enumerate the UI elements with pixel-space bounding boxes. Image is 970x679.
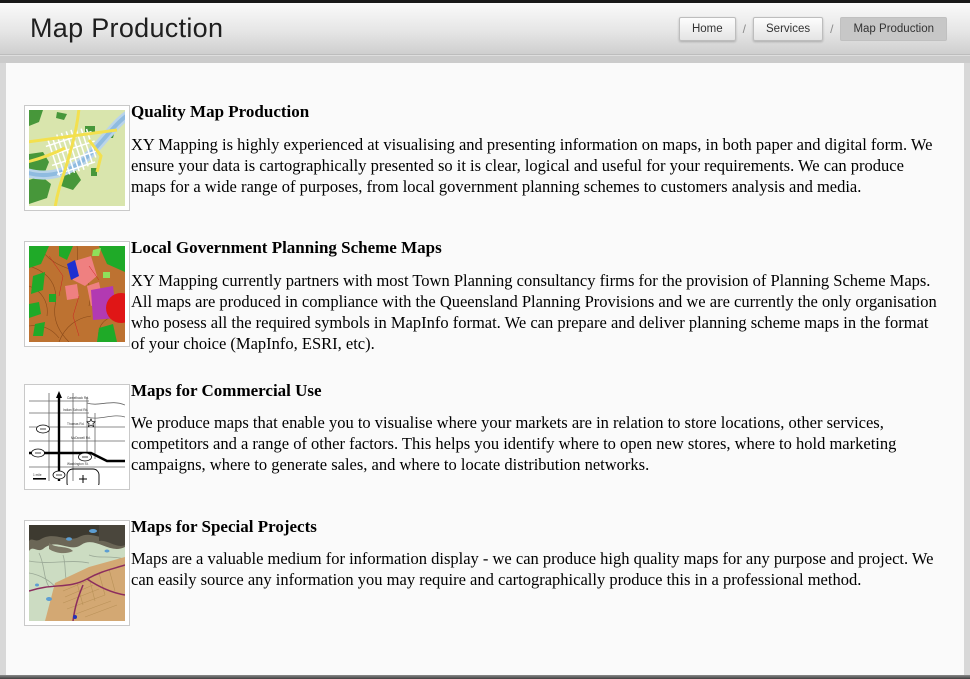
breadcrumb-separator: / — [830, 21, 834, 36]
thumbnail-frame — [24, 241, 130, 347]
section-body: Maps are a valuable medium for information display - we can produce high quality maps for any purpose and project. We can easily source any information you may require and cartographically produce this in a professional method. — [131, 549, 934, 590]
breadcrumb-home[interactable]: Home — [679, 17, 736, 41]
bw-road-map-thumbnail — [29, 389, 125, 485]
main-content — [6, 63, 964, 675]
map-road-label: Camelback Rd. — [67, 395, 89, 400]
thumbnail-frame — [24, 384, 130, 490]
section-quality-map-production — [24, 102, 940, 211]
breadcrumb-separator: / — [742, 21, 746, 36]
section-text — [130, 516, 940, 591]
bottom-bar — [0, 675, 970, 679]
page-title: Map Production — [30, 13, 224, 43]
section-planning-scheme-maps — [24, 238, 940, 354]
section-maps-special-projects — [24, 516, 940, 626]
breadcrumb-map-production-active[interactable]: Map Production — [840, 17, 947, 41]
section-text — [130, 102, 940, 197]
site-header — [0, 3, 970, 55]
section-body: We produce maps that enable you to visualise where your markets are in relation to store locations, other services, competitors and a range of other factors. This helps you identify where to open new stores, where to hold marketing campaigns, where to generate sales, and where to locate distribution networks. — [131, 413, 897, 475]
map-road-label: McDowell Rd. — [71, 435, 91, 440]
map-road-label: Indian School Rd. — [63, 407, 89, 412]
map-road-label: Washington St. — [67, 461, 89, 466]
section-heading: Quality Map Production — [131, 102, 310, 121]
section-text — [130, 380, 940, 476]
breadcrumb — [679, 17, 947, 41]
section-heading: Maps for Special Projects — [131, 516, 317, 536]
section-heading: Local Government Planning Scheme Maps — [131, 238, 442, 257]
thumbnail-frame — [24, 105, 130, 211]
map-scale-label: 1 mile — [33, 472, 42, 477]
section-maps-commercial-use — [24, 380, 940, 490]
terrain-map-thumbnail — [29, 525, 125, 621]
section-body: XY Mapping currently partners with most Town Planning consultancy firms for the provision of Planning Scheme Maps. All maps are produced in compliance with the Queensland Planning Provisions and we are currently the only organisation who posess all the required symbols in MapInfo format. We can prepare and deliver planning scheme maps in the format of your choice (MapInfo, ESRI, etc). — [131, 270, 937, 353]
section-body: XY Mapping is highly experienced at visualising and presenting information on maps, in both paper and digital form. We ensure your data is cartographically presented so it is clear, logical and useful for your requirements. We can produce maps for a wide range of purposes, from local government planning schemes to customers analysis and media. — [131, 134, 933, 196]
section-text — [130, 238, 940, 354]
thumbnail-frame — [24, 520, 130, 626]
header-divider-strip — [0, 55, 970, 63]
zoning-map-thumbnail — [29, 246, 125, 342]
map-road-label: Thomas Rd. — [67, 421, 85, 426]
street-map-thumbnail — [29, 110, 125, 206]
scale-bar — [33, 478, 46, 480]
section-heading: Maps for Commercial Use — [131, 380, 322, 400]
breadcrumb-services[interactable]: Services — [753, 17, 823, 41]
